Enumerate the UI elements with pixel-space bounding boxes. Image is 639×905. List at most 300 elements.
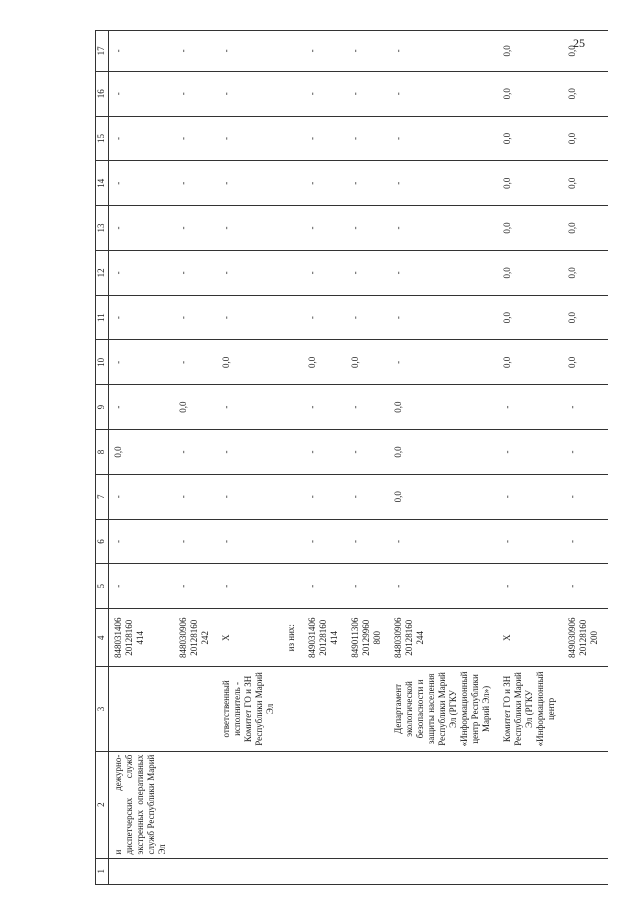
spacer-cell xyxy=(340,667,348,751)
cell-c4: Х xyxy=(219,609,276,667)
spacer-cell xyxy=(557,385,565,430)
cell-value: 0,0 xyxy=(565,340,600,385)
spacer-cell xyxy=(600,751,608,858)
spacer-cell xyxy=(168,31,176,72)
cell-value: 0,0 xyxy=(500,161,557,206)
spacer-cell xyxy=(340,31,348,72)
table-row xyxy=(109,31,169,885)
column-header-1: 1 xyxy=(96,858,109,884)
spacer-cell xyxy=(383,564,391,609)
cell-value: - xyxy=(219,295,276,340)
spacer-cell xyxy=(600,564,608,609)
spacer-cell xyxy=(276,161,284,206)
cell-value: 0,0 xyxy=(565,116,600,161)
column-header-17: 17 xyxy=(96,31,109,72)
cell-value: - xyxy=(219,385,276,430)
row-spacer xyxy=(276,31,284,885)
column-header-15: 15 xyxy=(96,116,109,161)
cell-c4: 849031406 20128160 414 xyxy=(305,609,340,667)
spacer-cell xyxy=(297,340,305,385)
spacer-cell xyxy=(276,116,284,161)
spacer-cell xyxy=(492,161,500,206)
spacer-cell xyxy=(276,340,284,385)
cell-c1 xyxy=(176,858,211,884)
spacer-cell xyxy=(600,71,608,116)
spacer-cell xyxy=(276,385,284,430)
cell-value: 0,0 xyxy=(305,340,340,385)
cell-c3: Департамент экологической безопасности и защиты населения Республики Марий Эл (РГКУ «Информационный центр Республики Марий Эл») xyxy=(391,667,492,751)
row-spacer xyxy=(211,31,219,885)
cell-value: - xyxy=(500,385,557,430)
row-spacer xyxy=(492,31,500,885)
cell-value: 0,0 xyxy=(500,71,557,116)
spacer-cell xyxy=(211,858,219,884)
spacer-cell xyxy=(168,161,176,206)
cell-value: - xyxy=(176,340,211,385)
cell-value: - xyxy=(176,430,211,475)
cell-c4: 848031406 20128160 414 xyxy=(109,609,169,667)
cell-value: 0,0 xyxy=(500,250,557,295)
cell-value: - xyxy=(109,340,169,385)
spacer-cell xyxy=(492,206,500,251)
cell-value: 0,0 xyxy=(391,474,492,519)
spacer-cell xyxy=(492,564,500,609)
cell-value: - xyxy=(348,116,383,161)
spacer-cell xyxy=(168,474,176,519)
spacer-cell xyxy=(340,385,348,430)
cell-c2 xyxy=(565,751,600,858)
spacer-cell xyxy=(340,340,348,385)
cell-value: - xyxy=(348,430,383,475)
spacer-cell xyxy=(340,564,348,609)
cell-value: - xyxy=(348,206,383,251)
column-header-7: 7 xyxy=(96,474,109,519)
cell-value: - xyxy=(305,519,340,564)
cell-c2 xyxy=(219,751,276,858)
cell-value xyxy=(284,519,297,564)
cell-value: 0,0 xyxy=(391,430,492,475)
spacer-cell xyxy=(557,519,565,564)
cell-value: 0,0 xyxy=(500,295,557,340)
spacer-cell xyxy=(383,250,391,295)
cell-value: - xyxy=(305,385,340,430)
spacer-cell xyxy=(492,295,500,340)
spacer-cell xyxy=(211,31,219,72)
cell-value: - xyxy=(219,430,276,475)
cell-value: - xyxy=(219,564,276,609)
spacer-cell xyxy=(492,474,500,519)
spacer-cell xyxy=(383,206,391,251)
cell-c3 xyxy=(109,667,169,751)
cell-c2 xyxy=(176,751,211,858)
spacer-cell xyxy=(168,71,176,116)
cell-value xyxy=(284,250,297,295)
spacer-cell xyxy=(276,430,284,475)
spacer-cell xyxy=(492,519,500,564)
spacer-cell xyxy=(340,430,348,475)
column-header-6: 6 xyxy=(96,519,109,564)
cell-c1 xyxy=(109,858,169,884)
table-row xyxy=(284,31,297,885)
table-row xyxy=(176,31,211,885)
cell-value: - xyxy=(219,206,276,251)
cell-value xyxy=(284,340,297,385)
spacer-cell xyxy=(340,295,348,340)
column-header-16: 16 xyxy=(96,71,109,116)
cell-value: - xyxy=(348,250,383,295)
spacer-cell xyxy=(600,519,608,564)
spacer-cell xyxy=(557,250,565,295)
spacer-cell xyxy=(168,385,176,430)
spacer-cell xyxy=(492,71,500,116)
spacer-cell xyxy=(383,609,391,667)
spacer-cell xyxy=(297,667,305,751)
spacer-cell xyxy=(383,858,391,884)
cell-value: - xyxy=(305,295,340,340)
spacer-cell xyxy=(492,609,500,667)
spacer-cell xyxy=(276,858,284,884)
cell-value xyxy=(284,385,297,430)
spacer-cell xyxy=(276,609,284,667)
spacer-cell xyxy=(211,206,219,251)
spacer-cell xyxy=(383,474,391,519)
cell-value: - xyxy=(500,564,557,609)
spacer-cell xyxy=(297,858,305,884)
spacer-cell xyxy=(276,519,284,564)
cell-value xyxy=(284,71,297,116)
cell-value xyxy=(284,206,297,251)
table-row xyxy=(565,31,600,885)
cell-value: - xyxy=(305,430,340,475)
cell-value: - xyxy=(391,116,492,161)
cell-c3 xyxy=(284,667,297,751)
cell-value: 0,0 xyxy=(565,31,600,72)
cell-value: - xyxy=(176,474,211,519)
spacer-cell xyxy=(492,250,500,295)
spacer-cell xyxy=(168,858,176,884)
spacer-cell xyxy=(600,161,608,206)
spacer-cell xyxy=(383,519,391,564)
spacer-cell xyxy=(557,751,565,858)
cell-c1 xyxy=(348,858,383,884)
cell-value: - xyxy=(391,206,492,251)
cell-value: - xyxy=(219,161,276,206)
cell-value: - xyxy=(348,295,383,340)
cell-value: - xyxy=(391,519,492,564)
spacer-cell xyxy=(340,250,348,295)
cell-value: - xyxy=(391,564,492,609)
cell-value xyxy=(284,430,297,475)
cell-value: - xyxy=(219,71,276,116)
column-header-10: 10 xyxy=(96,340,109,385)
spacer-cell xyxy=(492,667,500,751)
spacer-cell xyxy=(340,519,348,564)
cell-c4: 848030906 20128160 242 xyxy=(176,609,211,667)
spacer-cell xyxy=(600,250,608,295)
spacer-cell xyxy=(168,430,176,475)
spacer-cell xyxy=(557,295,565,340)
cell-value: - xyxy=(109,250,169,295)
cell-value: - xyxy=(391,295,492,340)
spacer-cell xyxy=(383,116,391,161)
spacer-cell xyxy=(557,340,565,385)
spacer-cell xyxy=(340,116,348,161)
cell-value: - xyxy=(176,295,211,340)
cell-c2 xyxy=(305,751,340,858)
cell-value: - xyxy=(391,31,492,72)
cell-value: 0,0 xyxy=(109,430,169,475)
spacer-cell xyxy=(383,161,391,206)
cell-value: - xyxy=(109,116,169,161)
cell-c4: 849011306 20129960 800 xyxy=(348,609,383,667)
table-row xyxy=(219,31,276,885)
cell-value: - xyxy=(305,474,340,519)
row-spacer xyxy=(168,31,176,885)
spacer-cell xyxy=(492,116,500,161)
cell-value: - xyxy=(219,31,276,72)
cell-value: - xyxy=(565,564,600,609)
spacer-cell xyxy=(492,385,500,430)
spacer-cell xyxy=(340,161,348,206)
cell-c4: 849030906 20128160 200 xyxy=(565,609,600,667)
cell-value: - xyxy=(176,161,211,206)
cell-value: - xyxy=(176,31,211,72)
spacer-cell xyxy=(383,430,391,475)
spacer-cell xyxy=(600,667,608,751)
cell-value: 0,0 xyxy=(176,385,211,430)
spacer-cell xyxy=(276,564,284,609)
cell-c3 xyxy=(305,667,340,751)
spacer-cell xyxy=(600,858,608,884)
spacer-cell xyxy=(297,71,305,116)
cell-value: - xyxy=(109,474,169,519)
cell-c3: ответственный исполнитель - Комитет ГО и ЗН Республики Марий Эл xyxy=(219,667,276,751)
spacer-cell xyxy=(211,519,219,564)
spacer-cell xyxy=(211,751,219,858)
spacer-cell xyxy=(297,751,305,858)
cell-c4: Х xyxy=(500,609,557,667)
spacer-cell xyxy=(276,474,284,519)
cell-value: - xyxy=(348,31,383,72)
spacer-cell xyxy=(297,295,305,340)
spacer-cell xyxy=(340,609,348,667)
spacer-cell xyxy=(557,206,565,251)
cell-value: - xyxy=(176,206,211,251)
cell-c4: из них: xyxy=(284,609,297,667)
spacer-cell xyxy=(492,751,500,858)
cell-value: - xyxy=(305,116,340,161)
cell-value: - xyxy=(391,250,492,295)
spacer-cell xyxy=(276,295,284,340)
cell-value xyxy=(284,116,297,161)
cell-value: - xyxy=(176,71,211,116)
cell-value: 0,0 xyxy=(565,206,600,251)
cell-value: - xyxy=(565,430,600,475)
spacer-cell xyxy=(600,295,608,340)
cell-value: - xyxy=(219,250,276,295)
cell-value xyxy=(284,295,297,340)
spacer-cell xyxy=(168,116,176,161)
cell-c2 xyxy=(391,751,492,858)
spacer-cell xyxy=(557,116,565,161)
cell-value xyxy=(284,31,297,72)
cell-c3 xyxy=(565,667,600,751)
spacer-cell xyxy=(297,430,305,475)
spacer-cell xyxy=(211,295,219,340)
cell-value: 0,0 xyxy=(391,385,492,430)
column-header-5: 5 xyxy=(96,564,109,609)
spacer-cell xyxy=(297,116,305,161)
spacer-cell xyxy=(168,564,176,609)
row-spacer xyxy=(297,31,305,885)
spacer-cell xyxy=(168,250,176,295)
spacer-cell xyxy=(276,31,284,72)
cell-value: - xyxy=(565,474,600,519)
cell-value: 0,0 xyxy=(565,295,600,340)
cell-c1 xyxy=(284,858,297,884)
spacer-cell xyxy=(557,31,565,72)
cell-value xyxy=(284,161,297,206)
column-header-9: 9 xyxy=(96,385,109,430)
row-spacer xyxy=(600,31,608,885)
spacer-cell xyxy=(276,206,284,251)
table-row xyxy=(500,31,557,885)
spacer-cell xyxy=(340,71,348,116)
cell-value: 0,0 xyxy=(565,161,600,206)
spacer-cell xyxy=(168,667,176,751)
cell-c2 xyxy=(348,751,383,858)
spacer-cell xyxy=(297,206,305,251)
cell-c1 xyxy=(500,858,557,884)
cell-value: - xyxy=(348,564,383,609)
spacer-cell xyxy=(557,161,565,206)
spacer-cell xyxy=(600,474,608,519)
cell-c4: 848030906 20128160 244 xyxy=(391,609,492,667)
spacer-cell xyxy=(383,295,391,340)
spacer-cell xyxy=(557,609,565,667)
cell-value: - xyxy=(565,519,600,564)
spacer-cell xyxy=(557,71,565,116)
cell-value: - xyxy=(305,161,340,206)
spacer-cell xyxy=(600,116,608,161)
cell-value: - xyxy=(305,31,340,72)
column-header-4: 4 xyxy=(96,609,109,667)
table-row xyxy=(391,31,492,885)
table-body xyxy=(109,31,609,885)
cell-c2 xyxy=(284,751,297,858)
spacer-cell xyxy=(168,295,176,340)
column-header-3: 3 xyxy=(96,667,109,751)
spacer-cell xyxy=(211,609,219,667)
cell-c2: и дежурно-диспетчерских служб экстренных оперативных служб Республики Марий Эл xyxy=(109,751,169,858)
spacer-cell xyxy=(340,858,348,884)
spacer-cell xyxy=(211,430,219,475)
row-spacer xyxy=(557,31,565,885)
column-header-8: 8 xyxy=(96,430,109,475)
spacer-cell xyxy=(383,340,391,385)
cell-value: - xyxy=(348,519,383,564)
spacer-cell xyxy=(600,609,608,667)
spacer-cell xyxy=(492,858,500,884)
spacer-cell xyxy=(168,519,176,564)
cell-value: - xyxy=(348,161,383,206)
spacer-cell xyxy=(297,250,305,295)
cell-value: 0,0 xyxy=(565,71,600,116)
cell-value: - xyxy=(391,161,492,206)
cell-value: 0,0 xyxy=(565,250,600,295)
cell-c1 xyxy=(219,858,276,884)
cell-value: - xyxy=(109,295,169,340)
spacer-cell xyxy=(557,474,565,519)
spacer-cell xyxy=(383,385,391,430)
cell-value: - xyxy=(109,519,169,564)
cell-c3 xyxy=(176,667,211,751)
cell-value: - xyxy=(305,71,340,116)
cell-value: - xyxy=(109,206,169,251)
cell-value: - xyxy=(219,474,276,519)
spacer-cell xyxy=(492,31,500,72)
column-header-13: 13 xyxy=(96,206,109,251)
table-header-row xyxy=(96,31,109,885)
cell-value: - xyxy=(348,474,383,519)
cell-value: - xyxy=(176,519,211,564)
spacer-cell xyxy=(297,161,305,206)
spacer-cell xyxy=(211,161,219,206)
spacer-cell xyxy=(168,340,176,385)
data-table xyxy=(95,30,608,885)
cell-value: - xyxy=(176,564,211,609)
spacer-cell xyxy=(168,206,176,251)
cell-value: 0,0 xyxy=(500,116,557,161)
row-spacer xyxy=(383,31,391,885)
spacer-cell xyxy=(557,667,565,751)
cell-value: 0,0 xyxy=(348,340,383,385)
spacer-cell xyxy=(168,751,176,858)
spacer-cell xyxy=(297,474,305,519)
spacer-cell xyxy=(276,751,284,858)
cell-value: - xyxy=(176,116,211,161)
spacer-cell xyxy=(211,667,219,751)
page-number: 25 xyxy=(573,36,585,50)
spacer-cell xyxy=(600,206,608,251)
column-header-14: 14 xyxy=(96,161,109,206)
spacer-cell xyxy=(168,609,176,667)
column-header-12: 12 xyxy=(96,250,109,295)
spacer-cell xyxy=(211,385,219,430)
spacer-cell xyxy=(297,31,305,72)
rotated-table-container xyxy=(95,30,599,885)
cell-c1 xyxy=(391,858,492,884)
spacer-cell xyxy=(211,250,219,295)
spacer-cell xyxy=(340,474,348,519)
cell-value: - xyxy=(109,161,169,206)
cell-value: - xyxy=(348,71,383,116)
spacer-cell xyxy=(383,751,391,858)
spacer-cell xyxy=(276,71,284,116)
table-row xyxy=(305,31,340,885)
cell-value: - xyxy=(176,250,211,295)
table-row xyxy=(348,31,383,885)
spacer-cell xyxy=(297,519,305,564)
cell-value: - xyxy=(500,430,557,475)
cell-value: - xyxy=(391,340,492,385)
cell-value: - xyxy=(348,385,383,430)
cell-c3 xyxy=(348,667,383,751)
spacer-cell xyxy=(492,340,500,385)
cell-value: - xyxy=(109,71,169,116)
spacer-cell xyxy=(600,31,608,72)
spacer-cell xyxy=(340,751,348,858)
